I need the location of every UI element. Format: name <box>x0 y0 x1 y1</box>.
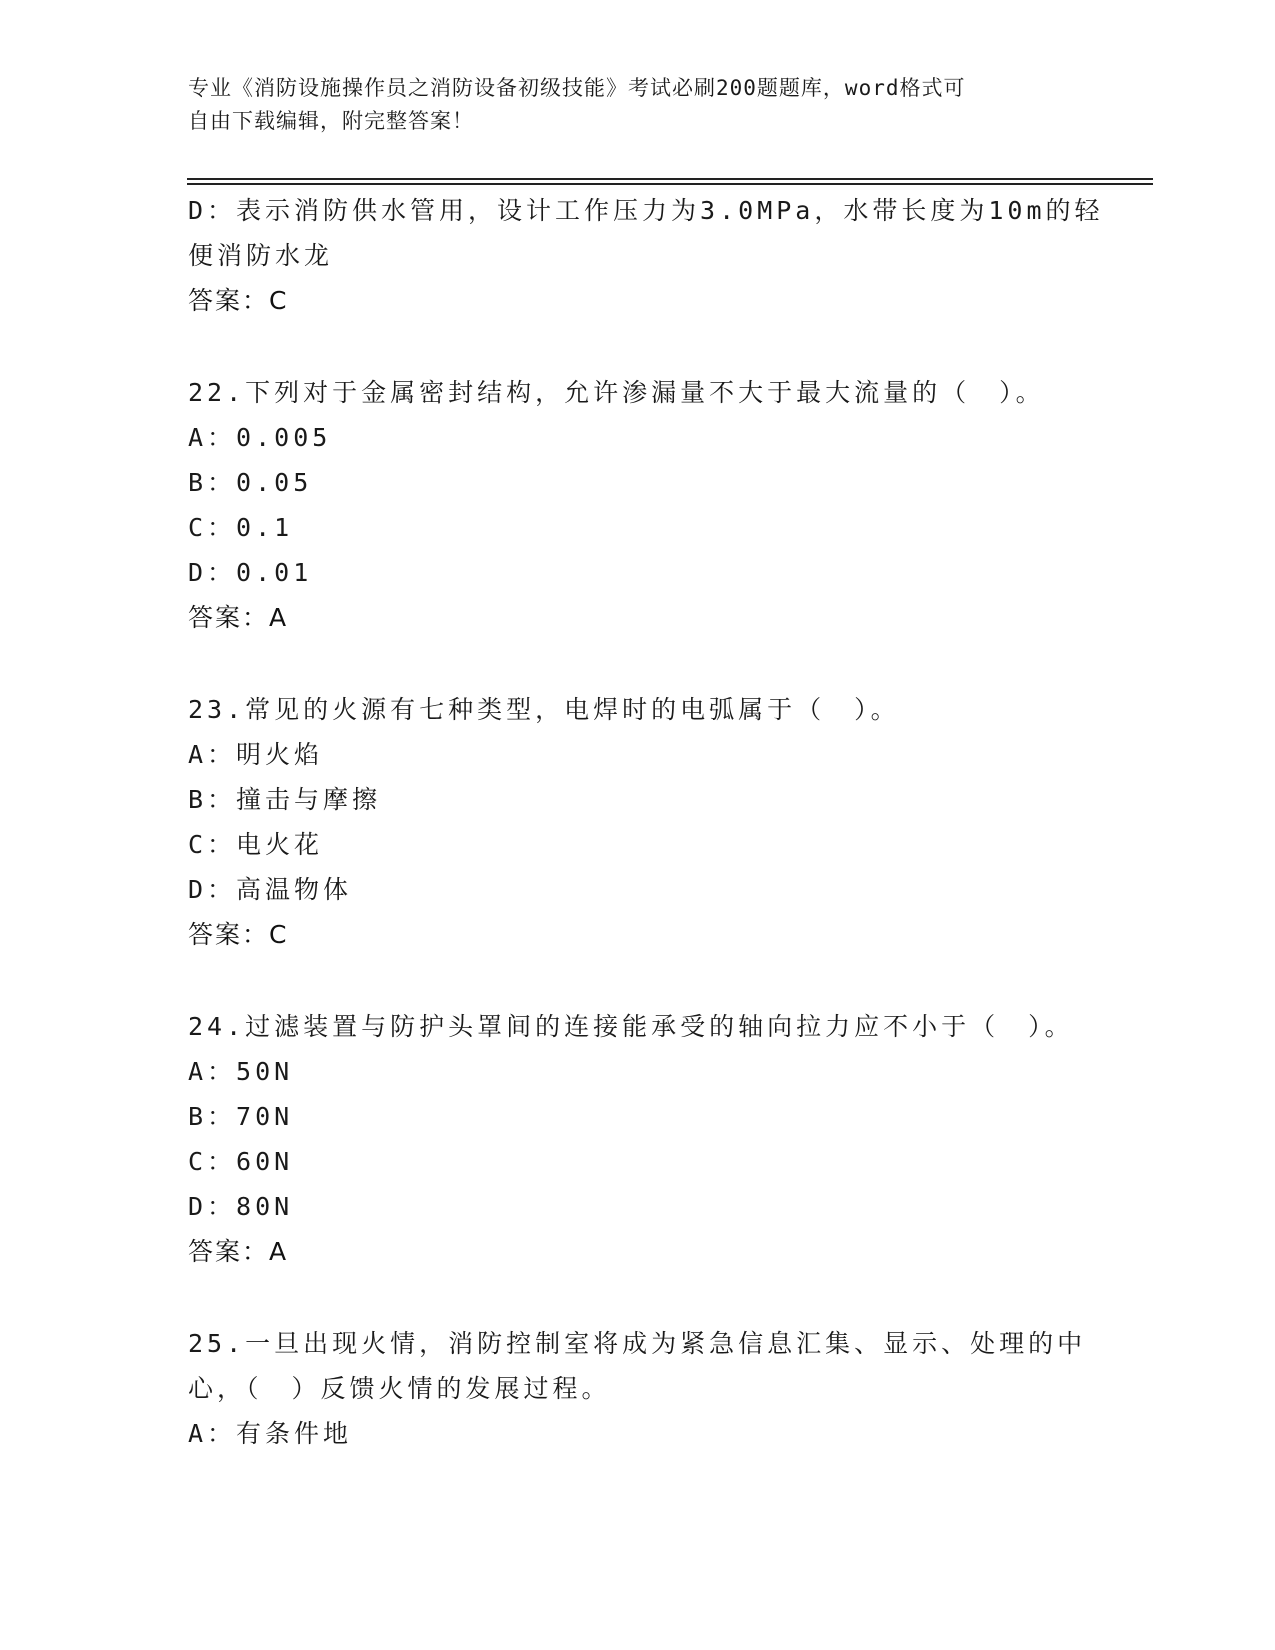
question-text: 24.过滤装置与防护头罩间的连接能承受的轴向拉力应不小于（ ）。 <box>188 1012 1074 1041</box>
page-header <box>188 72 1088 138</box>
option-c: C：0.1 <box>188 513 294 542</box>
question-text: 23.常见的火源有七种类型，电焊时的电弧属于（ ）。 <box>188 695 900 724</box>
option-a: A：明火焰 <box>188 740 324 769</box>
option-d: D：80N <box>188 1192 294 1221</box>
option-b: B：0.05 <box>188 468 313 497</box>
header-line-1: 专业《消防设施操作员之消防设备初级技能》考试必刷200题题库，word格式可 <box>188 76 966 100</box>
header-rule-bottom <box>187 183 1153 185</box>
spacer <box>188 1274 1088 1321</box>
option-b: B：撞击与摩擦 <box>188 785 382 814</box>
question-23 <box>188 687 1088 957</box>
question-25 <box>188 1321 1088 1456</box>
option-d: D：0.01 <box>188 558 313 587</box>
header-rule-top <box>187 178 1153 180</box>
question-24 <box>188 1004 1088 1274</box>
answer-label: 答案：C <box>188 286 289 315</box>
option-b: B：70N <box>188 1102 294 1131</box>
question-22 <box>188 370 1088 640</box>
option-a: A：0.005 <box>188 423 332 452</box>
spacer <box>188 323 1088 370</box>
question-text-line-2: 心，（ ）反馈火情的发展过程。 <box>188 1374 611 1403</box>
option-d: D：高温物体 <box>188 875 353 904</box>
question-text-line-1: 25.一旦出现火情，消防控制室将成为紧急信息汇集、显示、处理的中 <box>188 1329 1087 1358</box>
answer-label: 答案：C <box>188 920 289 949</box>
answer-label: 答案：A <box>188 603 289 632</box>
spacer <box>188 640 1088 687</box>
option-a: A：有条件地 <box>188 1419 353 1448</box>
option-c: C：60N <box>188 1147 294 1176</box>
option-a: A：50N <box>188 1057 294 1086</box>
question-21-tail <box>188 188 1104 323</box>
answer-label: 答案：A <box>188 1237 289 1266</box>
option-c: C：电火花 <box>188 830 324 859</box>
header-line-2: 自由下载编辑，附完整答案！ <box>188 109 474 133</box>
spacer <box>188 957 1088 1004</box>
question-list <box>188 188 1104 1456</box>
question-text: 22.下列对于金属密封结构，允许渗漏量不大于最大流量的（ ）。 <box>188 378 1045 407</box>
option-d-line-1: D：表示消防供水管用，设计工作压力为3.0MPa，水带长度为10m的轻 <box>188 196 1104 225</box>
option-d-line-2: 便消防水龙 <box>188 241 334 270</box>
